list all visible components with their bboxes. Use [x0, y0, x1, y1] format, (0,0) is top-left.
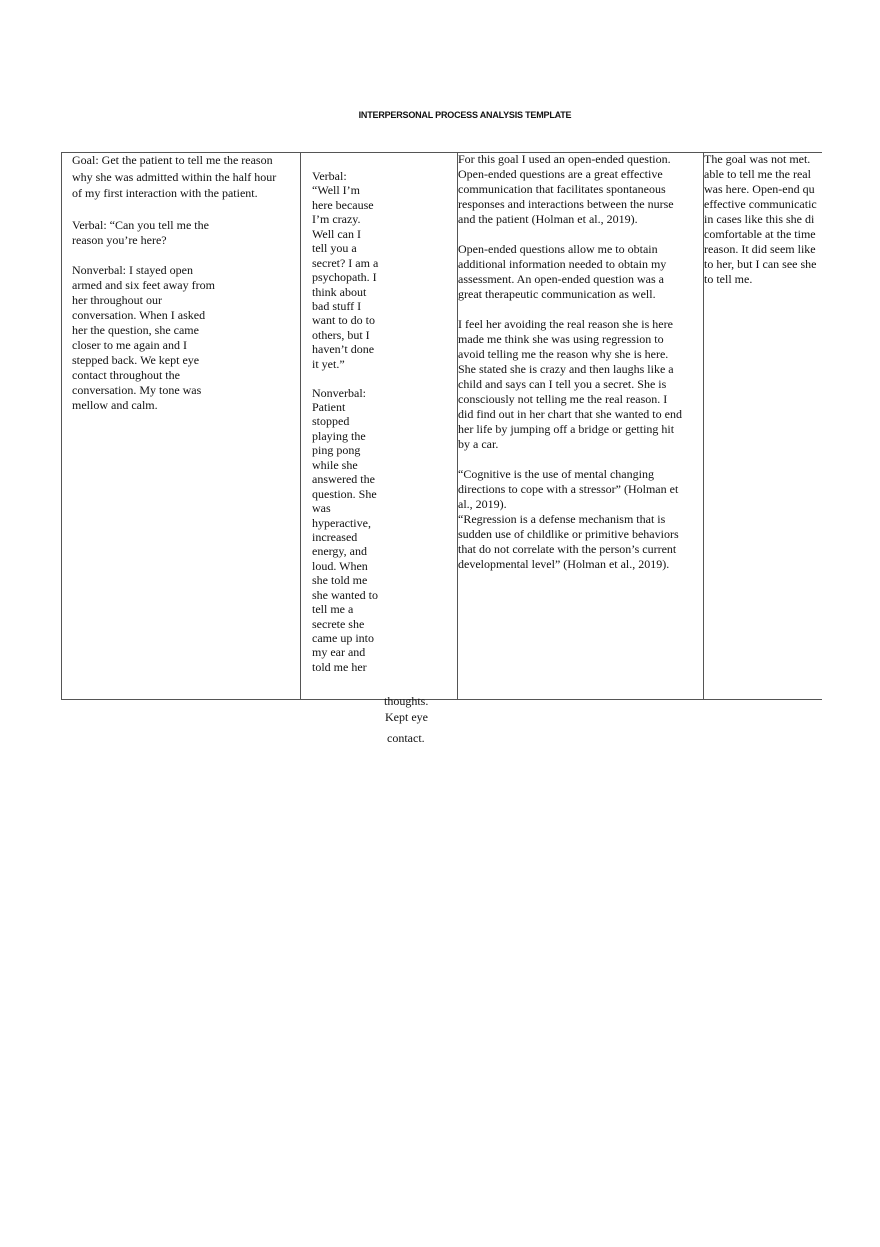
text-line: want to do to: [312, 313, 375, 328]
text-line: mellow and calm.: [72, 397, 158, 412]
text-line: answered the: [312, 472, 375, 487]
text-line: stopped: [312, 414, 350, 429]
text-line: while she: [312, 457, 358, 472]
text-line: contact throughout the: [72, 367, 180, 382]
overflow-text-line: contact.: [387, 731, 425, 745]
text-line: conversation. When I asked: [72, 307, 206, 322]
text-line: reason you’re here?: [72, 232, 167, 247]
text-line: her throughout our: [72, 292, 162, 307]
evaluation-cell: [704, 152, 817, 287]
text-line: stepped back. We kept eye: [72, 352, 200, 367]
text-line: that do not correlate with the person’s current: [458, 542, 677, 556]
text-line: able to tell me the real: [704, 167, 811, 181]
text-line: why she was admitted within the half hour: [72, 169, 277, 184]
text-line: Nonverbal:: [312, 385, 366, 400]
process-analysis-table: [61, 152, 822, 700]
text-line: Verbal:: [312, 169, 347, 183]
text-line: comfortable at the time: [704, 227, 816, 241]
text-line: was: [312, 501, 331, 516]
text-line: of my first interaction with the patient.: [72, 186, 258, 200]
text-line: communication that facilitates spontaneous: [458, 182, 666, 196]
text-line: [458, 302, 682, 317]
text-line: her the question, she came: [72, 322, 199, 337]
text-line: she wanted to: [312, 587, 378, 602]
text-line: Well can I: [312, 226, 362, 241]
text-line: bad stuff I: [312, 298, 362, 313]
text-line: haven’t done: [312, 342, 375, 357]
text-line: [72, 203, 276, 218]
text-line: tell me a: [312, 602, 354, 617]
text-line: made me think she was using regression to: [458, 332, 664, 346]
text-line: playing the: [312, 428, 366, 443]
text-line: Open-ended questions are a great effective: [458, 167, 663, 181]
text-line: “Well I’m: [312, 183, 361, 198]
text-line: by a car.: [458, 437, 499, 451]
goal-communication-cell: [72, 153, 276, 413]
text-line: avoid telling me the reason why she is here.: [458, 347, 669, 361]
text-line: great therapeutic communication as well.: [458, 287, 656, 301]
text-line: [312, 371, 378, 385]
text-line: to her, but I can see she: [704, 257, 817, 271]
text-line: reason. It did seem like: [704, 242, 816, 256]
text-line: The goal was not met.: [704, 152, 811, 166]
text-line: child and says can I tell you a secret. She is: [458, 377, 667, 391]
text-line: in cases like this she di: [704, 212, 815, 226]
text-line: armed and six feet away from: [72, 277, 215, 292]
text-line: told me her: [312, 659, 367, 674]
text-line: and the patient (Holman et al., 2019).: [458, 212, 638, 226]
text-line: increased: [312, 529, 358, 544]
text-line: Verbal: “Can you tell me the: [72, 217, 209, 232]
text-line: here because: [312, 197, 374, 212]
text-line: assessment. An open-ended question was a: [458, 272, 664, 286]
patient-response-cell: [312, 169, 378, 674]
text-line: conversation. My tone was: [72, 382, 202, 397]
text-line: was here. Open-end qu: [704, 182, 815, 196]
text-line: did find out in her chart that she wanted to end: [458, 407, 682, 421]
text-line: tell you a: [312, 241, 357, 256]
overflow-text-line: thoughts.: [384, 694, 429, 708]
text-line: “Cognitive is the use of mental changing: [458, 467, 654, 481]
text-line: think about: [312, 284, 367, 299]
text-line: developmental level” (Holman et al., 2019).: [458, 557, 670, 571]
text-line: effective communicatic: [704, 197, 817, 211]
text-line: responses and interactions between the nurse: [458, 197, 674, 211]
text-line: [458, 452, 682, 467]
text-line: loud. When: [312, 558, 368, 573]
column-divider: [300, 153, 301, 699]
analysis-cell: [458, 152, 682, 572]
text-line: Open-ended questions allow me to obtain: [458, 242, 658, 256]
text-line: For this goal I used an open-ended question.: [458, 152, 671, 166]
text-line: [72, 248, 276, 263]
text-line: consciously not telling me the real reason. I: [458, 392, 668, 406]
text-line: “Regression is a defense mechanism that is: [458, 512, 666, 526]
text-line: ping pong: [312, 443, 361, 458]
text-line: directions to cope with a stressor” (Holman et: [458, 482, 679, 496]
text-line: secrete she: [312, 616, 365, 631]
text-line: Nonverbal: I stayed open: [72, 262, 193, 277]
text-line: came up into: [312, 631, 374, 645]
text-line: to tell me.: [704, 272, 753, 286]
text-line: al., 2019).: [458, 497, 507, 511]
overflow-text-line: Kept eye: [385, 710, 428, 724]
text-line: others, but I: [312, 327, 370, 342]
text-line: question. She: [312, 486, 377, 501]
text-line: I feel her avoiding the real reason she is here: [458, 317, 673, 331]
text-line: I’m crazy.: [312, 212, 361, 227]
text-line: her life by jumping off a bridge or getting hit: [458, 422, 675, 436]
text-line: my ear and: [312, 645, 366, 660]
text-line: Patient: [312, 400, 346, 414]
text-line: closer to me again and I: [72, 337, 187, 352]
text-line: hyperactive,: [312, 515, 371, 530]
document-title: INTERPERSONAL PROCESS ANALYSIS TEMPLATE: [358, 110, 572, 120]
text-line: energy, and: [312, 544, 367, 559]
text-line: psychopath. I: [312, 270, 377, 285]
text-line: it yet.”: [312, 356, 345, 371]
text-line: Goal: Get the patient to tell me the reason: [72, 153, 273, 167]
text-line: secret? I am a: [312, 255, 379, 270]
text-line: she told me: [312, 573, 368, 588]
text-line: sudden use of childlike or primitive behaviors: [458, 527, 679, 541]
text-line: additional information needed to obtain my: [458, 257, 667, 271]
text-line: [458, 227, 682, 242]
text-line: She stated she is crazy and then laughs like a: [458, 362, 674, 376]
